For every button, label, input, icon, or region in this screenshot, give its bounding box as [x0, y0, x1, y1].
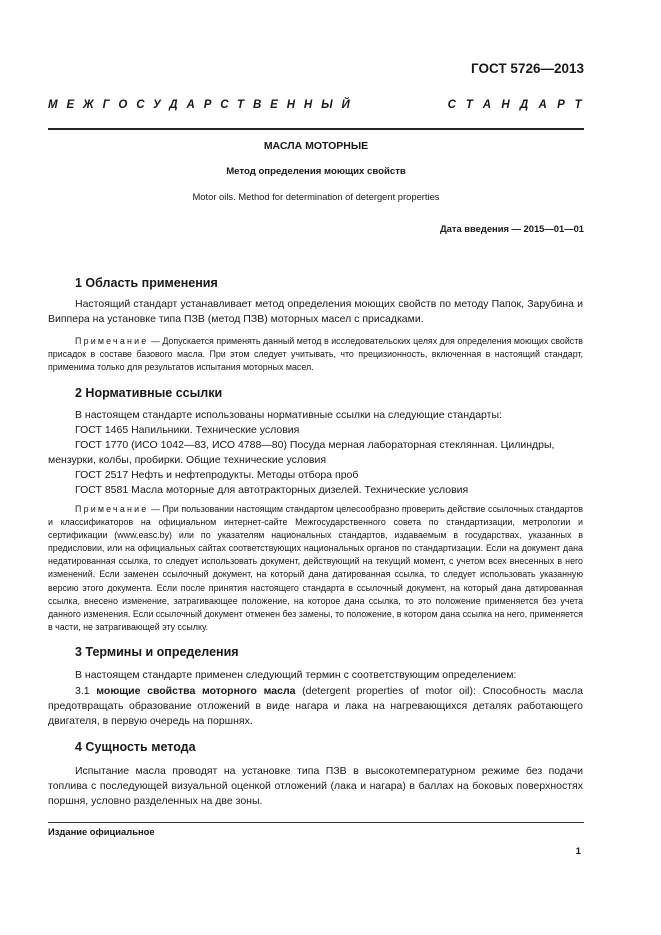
- page-number: 1: [575, 846, 581, 857]
- section-3-heading: 3 Термины и определения: [75, 645, 239, 659]
- header-rule: [48, 128, 584, 130]
- english-title: Motor oils. Method for determination of detergent properties: [192, 191, 440, 202]
- note-label: Примечание: [75, 336, 149, 346]
- reference-gost-2517: ГОСТ 2517 Нефть и нефтепродукты. Методы отбора проб: [75, 469, 359, 481]
- note-text: — Допускается применять данный метод в исследовательских целях для определения моющих свойств присадок в составе базового масла. При этом следует учитывать, что прецизионность, включенная в настоящий стандарт, применима только для результатов испытания моторных масел.: [48, 336, 583, 373]
- interstate-standard-banner: [48, 99, 592, 115]
- references-intro: В настоящем стандарте использованы нормативные ссылки на следующие стандарты:: [75, 409, 502, 421]
- document-title: МАСЛА МОТОРНЫЕ: [263, 140, 369, 152]
- section-1-paragraph: Настоящий стандарт устанавливает метод определения моющих свойств по методу Папок, Зарубина и Виппера на установке типа ПЗВ (метод ПЗВ) моторных масел с присадками.: [48, 298, 583, 326]
- footer-rule: [48, 822, 584, 823]
- reference-gost-1465: ГОСТ 1465 Напильники. Технические условия: [75, 424, 300, 436]
- reference-gost-1770: ГОСТ 1770 (ИСО 1042—83, ИСО 4788—80) Посуда мерная лабораторная стеклянная. Цилиндры,: [75, 439, 555, 451]
- section-2-heading: 2 Нормативные ссылки: [75, 386, 223, 400]
- section-1-heading: 1 Область применения: [75, 276, 218, 290]
- section-1-note: [48, 335, 583, 374]
- standard-word: СТАНДАРТ: [447, 99, 592, 111]
- note-text: — При пользовании настоящим стандартом целесообразно проверить действие ссылочных стандартов и классификаторов на официальном интернет-сайте Межгосударственного совета по стандартизации, метрологии и сертификации (www.easc.by) или по указателям национальных стандартов, издаваемым в государствах, указанных в предисловии, или на официальных сайтах соответствующих национальных органов по стандартизации. Если на документ дана недатированная ссылка, то следует использовать документ, действующий на текущий момент, с учетом всех внесенных в него изменений. Если заменен ссылочный документ, на который дана датированная ссылка, то следует использовать указанную версию этого документа. Если после принятия настоящего стандарта в ссылочный документ, на который дана датированная ссылка, внесено изменение, затрагивающее положение, на которое дана ссылка, то это положение применяется без учета данного изменения. Если ссылочный документ отменен без замены, то положение, в котором дана ссылка на него, применяется в части, не затрагивающей эту ссылку.: [48, 504, 583, 632]
- section-4-paragraph: Испытание масла проводят на установке типа ПЗВ в высокотемпературном режиме без подачи топлива с последующей визуальной оценкой отложений (лака и нагара) в баллах на боковых поверхностях поршня, условно разделенных на две зоны.: [48, 765, 583, 808]
- section-2-note: [48, 503, 583, 634]
- term-definition: [48, 684, 583, 730]
- reference-gost-8581: ГОСТ 8581 Масла моторные для автотракторных дизелей. Технические условия: [75, 484, 469, 496]
- edition-label: Издание официальное: [48, 826, 155, 837]
- reference-gost-1770-cont: мензурки, колбы, пробирки. Общие технические условия: [48, 454, 327, 466]
- term-text: (detergent properties of motor oil): Способность масла предотвращать образование отложений в виде нагара и лака на нагревающихся деталях работающего двигателя, в первую очередь на поршнях.: [48, 685, 584, 728]
- introduction-date: Дата введения — 2015—01—01: [439, 223, 584, 234]
- terms-intro: В настоящем стандарте применен следующий термин с соответствующим определением:: [75, 669, 517, 681]
- document-subtitle: Метод определения моющих свойств: [226, 166, 406, 177]
- note-label: Примечание: [75, 504, 149, 514]
- term-name: моющие свойства моторного масла: [96, 685, 296, 697]
- document-code: ГОСТ 5726—2013: [471, 61, 584, 76]
- section-4-heading: 4 Сущность метода: [75, 740, 196, 754]
- interstate-word: МЕЖГОСУДАРСТВЕННЫЙ: [48, 99, 359, 111]
- term-number: 3.1: [75, 685, 97, 697]
